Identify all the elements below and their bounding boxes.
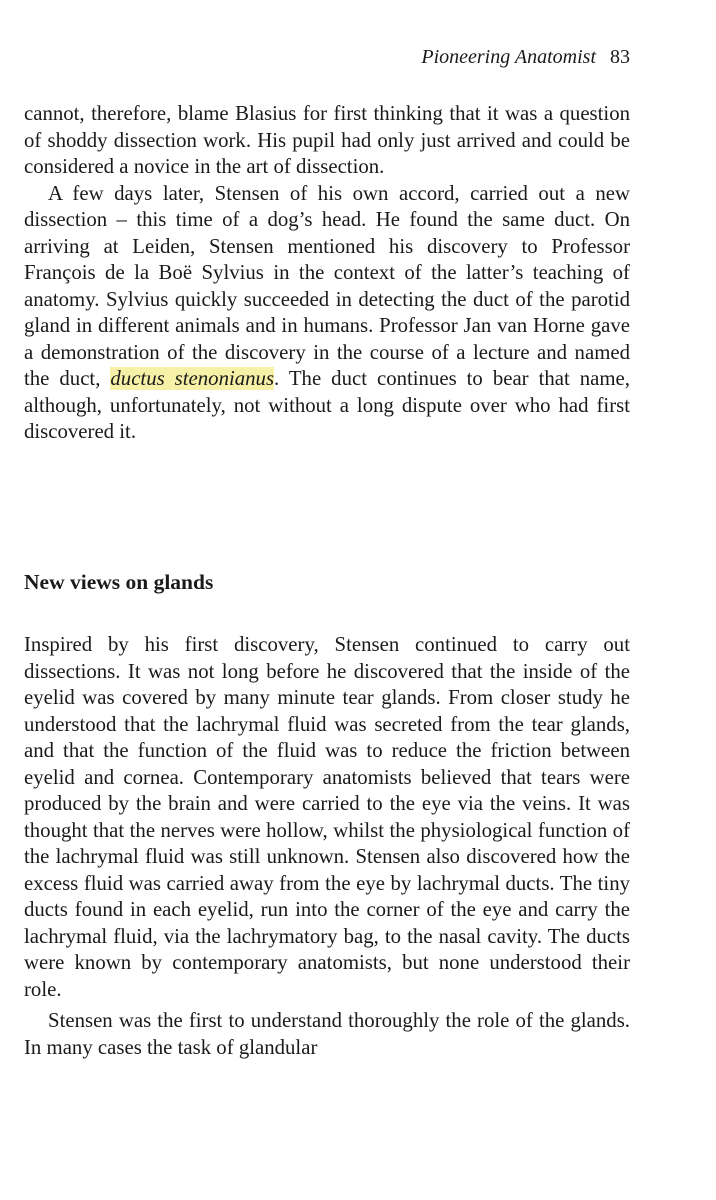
paragraph-role-of-glands: Stensen was the first to understand thoroughly the role of the glands. In many cases the task of glandular [24, 1009, 630, 1059]
section-heading: New views on glands [24, 570, 214, 594]
paragraph-text-before: A few days later, Stensen of his own accord, carried out a new dissection – this time of a dog’s head. He found the same duct. On arriving at Leiden, Stensen mentioned his discovery to Professor François de la Boë Sylvius in the context of the latter’s teaching of anatomy. Sylvius quickly succeeded in detecting the duct of the parotid gland in different animals and in humans. Professor Jan van Horne gave a demonstration of the discovery in the course of a lecture and named the duct, [24, 181, 630, 390]
paragraph-tear-glands: Inspired by his first discovery, Stensen continued to carry out dissections. It was not long before he discovered that the inside of the eyelid was covered by many minute tear glands. From closer study he understood that the lachrymal fluid was secreted from the tear glands, and that the function of the fluid was to reduce the friction between eyelid and cornea. Contemporary anatomists believed that tears were produced by the brain and were carried to the eye via the veins. It was thought that the nerves were hollow, whilst the physiological function of the lachrymal fluid was still unknown. Stensen also discovered how the excess fluid was carried away from the eye by lachrymal ducts. The tiny ducts found in each eyelid, run into the corner of the eye and carry the lachrymal fluid, via the lachrymatory bag, to the nasal cavity. The ducts were known by contemporary anatomists, but none understood their role. [24, 633, 630, 1001]
running-title: Pioneering Anatomist [421, 46, 596, 68]
paragraph-text-after: . The duct continues to bear that name, although, unfortunately, not without a long dispute over who had first discovered it. [24, 367, 630, 443]
paragraph-dissection [24, 181, 630, 446]
section-body-2 [24, 632, 630, 1061]
highlighted-term: ductus stenonianus [110, 367, 275, 390]
paragraph-continued: cannot, therefore, blame Blasius for first thinking that it was a question of shoddy dissection work. His pupil had only just arrived and could be considered a novice in the art of dissection. [24, 102, 630, 178]
page-number: 83 [610, 46, 630, 68]
section-body-1 [24, 101, 630, 446]
running-header [421, 46, 630, 69]
